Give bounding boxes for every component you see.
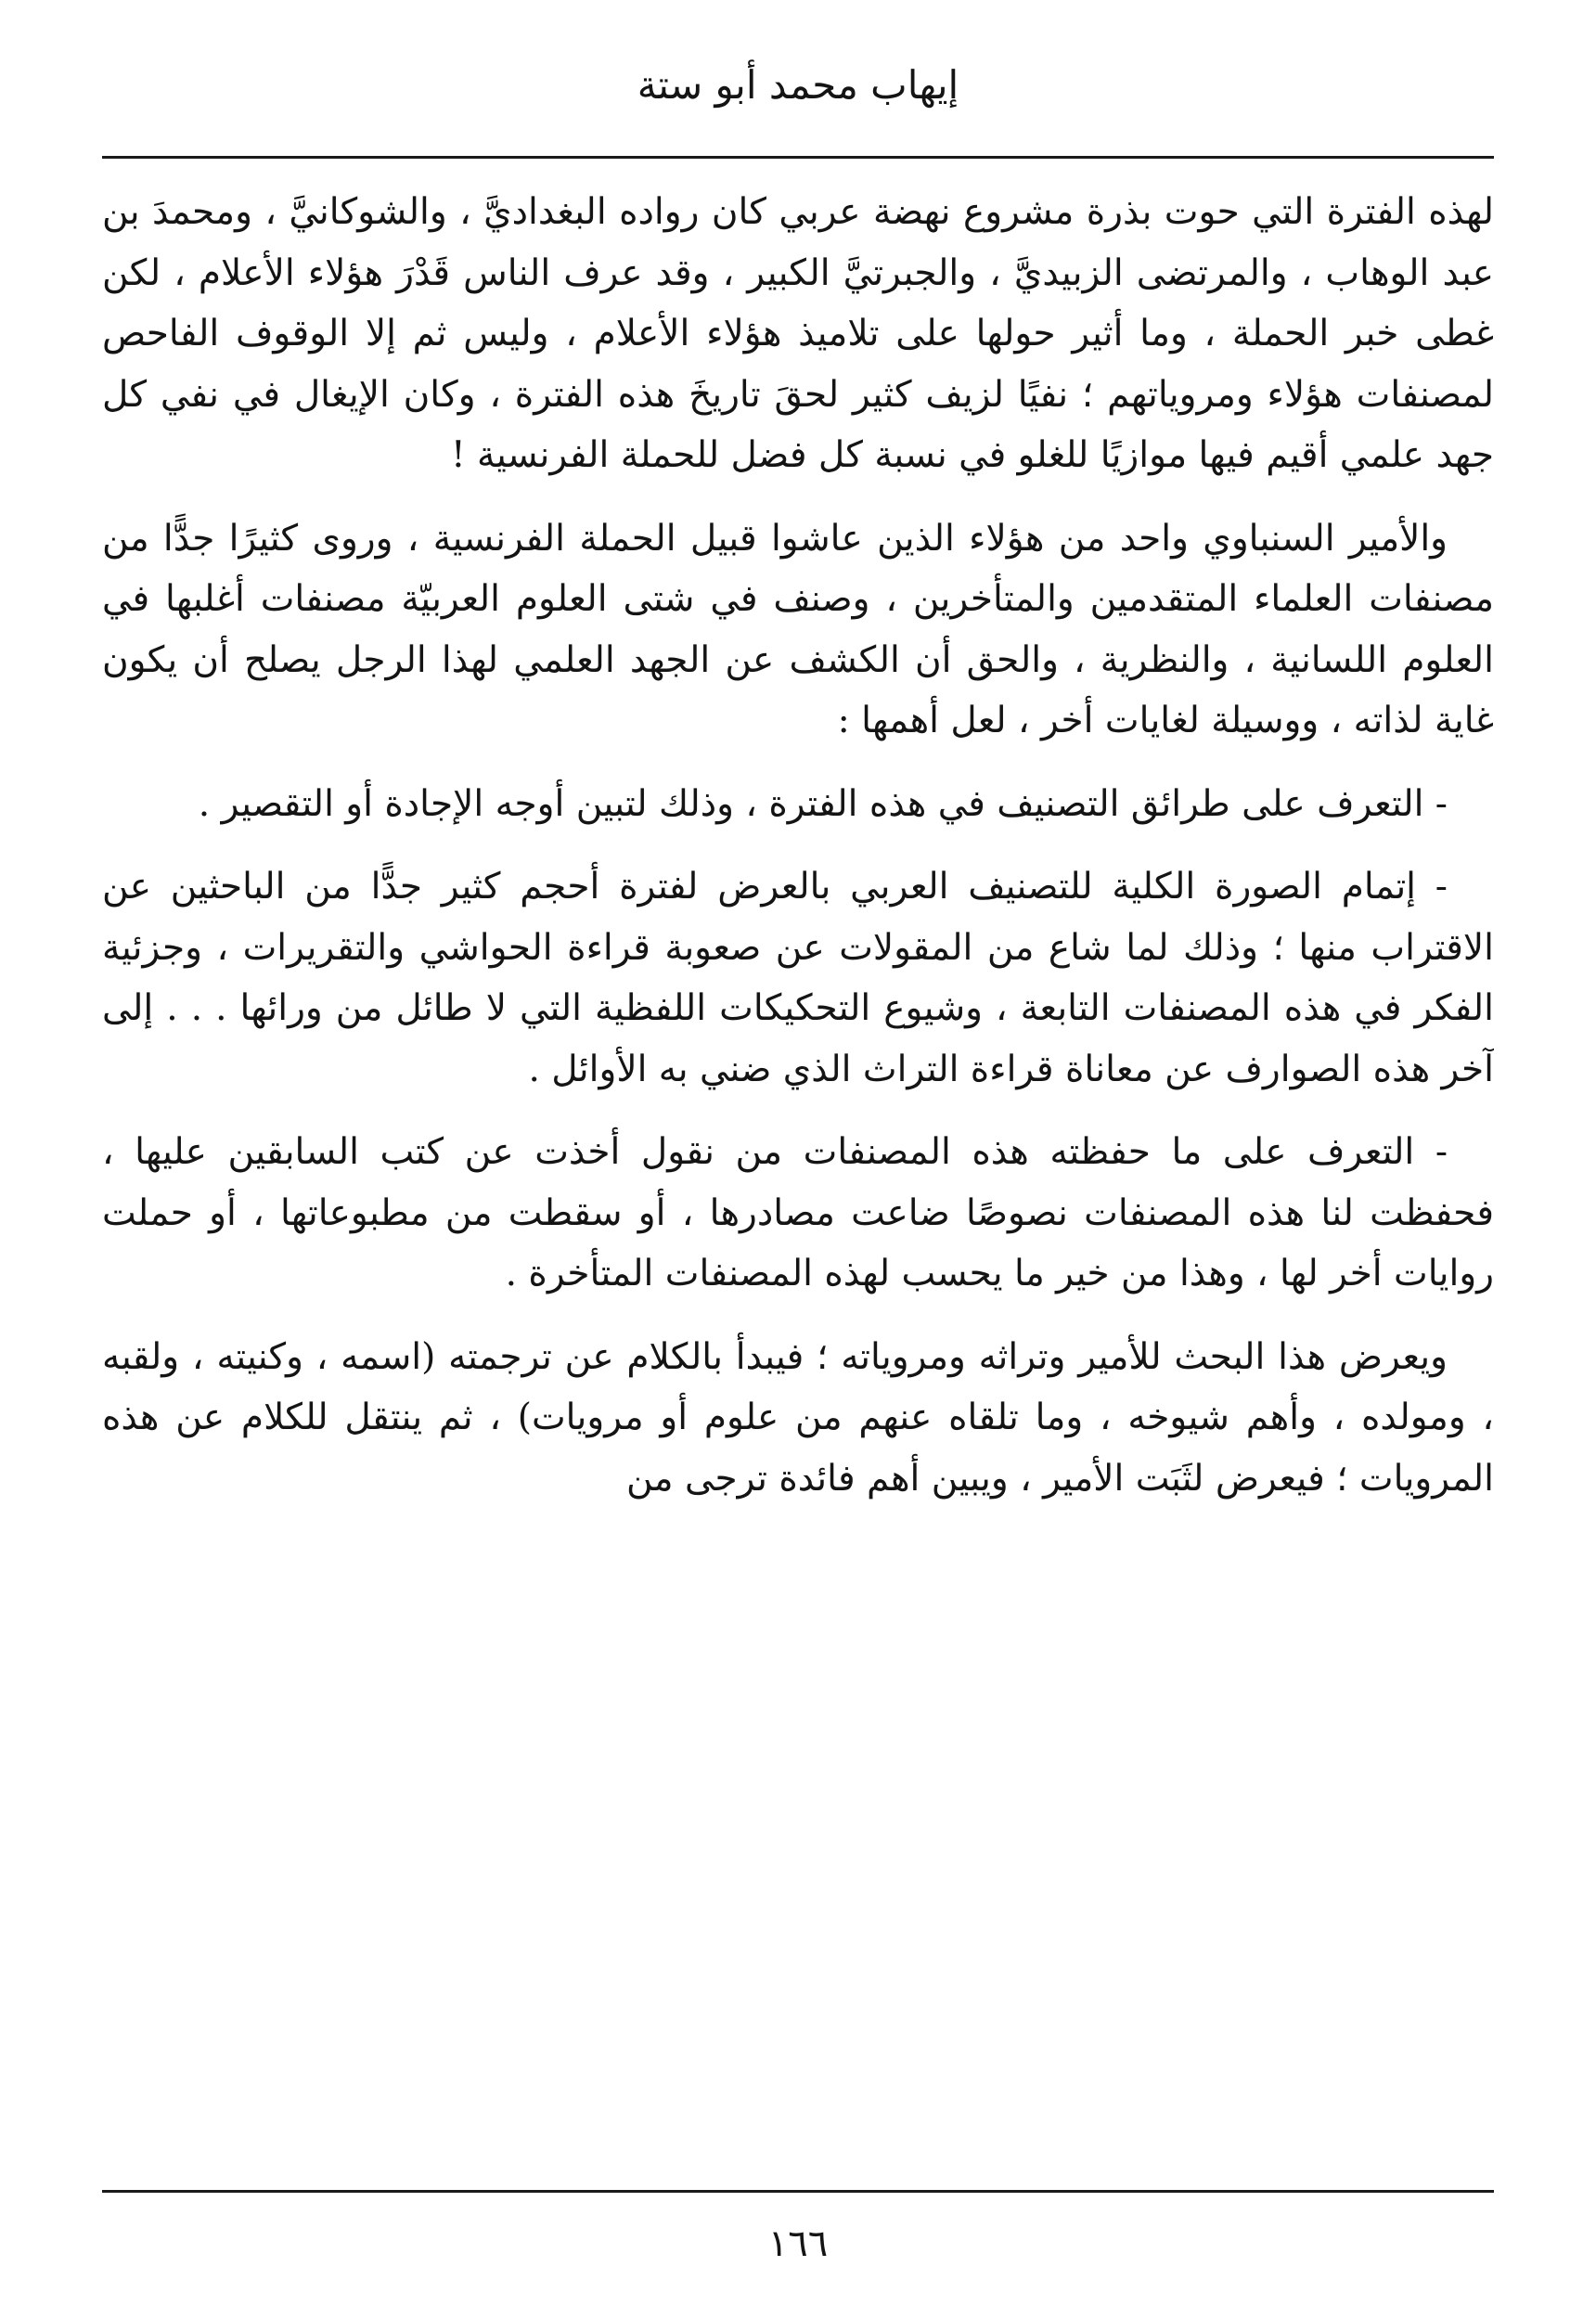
paragraph-4-list-item: - إتمام الصورة الكلية للتصنيف العربي بالعرض لفترة أحجم كثير جدًّا من الباحثين عن الاقتراب منها ؛ وذلك لما شاع من المقولات عن صعوبة قراءة الحواشي والتقريرات ، وجزئية الفكر في هذه المصنفات التابعة ، وشيوع التحكيكات اللفظية التي لا طائل من ورائها . . . إلى آخر هذه الصوارف عن معاناة قراءة التراث الذي ضني به الأوائل . (102, 866, 1494, 1090)
page-number: ١٦٦ (767, 2222, 829, 2265)
paragraph-5-list-item: - التعرف على ما حفظته هذه المصنفات من نقول أخذت عن كتب السابقين عليها ، فحفظت لنا هذه المصنفات نصوصًا ضاعت مصادرها ، أو سقطت من مطبوعاتها ، أو حملت روايات أخر لها ، وهذا من خير ما يحسب لهذه المصنفات المتأخرة . (102, 1131, 1494, 1294)
paragraph-3-list-item: - التعرف على طرائق التصنيف في هذه الفترة ، وذلك لتبين أوجه الإجادة أو التقصير . (198, 782, 1448, 825)
running-header-author: إيهاب محمد أبو ستة (637, 62, 959, 108)
paragraph-6: ويعرض هذا البحث للأمير وتراثه ومروياته ؛ فيبدأ بالكلام عن ترجمته (اسمه ، وكنيته ، ولقبه ، ومولده ، وأهم شيوخه ، وما تلقاه عنهم من علوم أو مرويات) ، ثم ينتقل للكلام عن هذه المرويات ؛ فيعرض لثَبَت الأمير ، ويبين أهم فائدة ترجى من (102, 1335, 1494, 1500)
body-text (102, 182, 1494, 2177)
footer-rule (102, 2190, 1494, 2193)
header-rule (102, 156, 1494, 159)
paragraph-1: لهذه الفترة التي حوت بذرة مشروع نهضة عربي كان رواده البغداديَّ ، والشوكانيَّ ، ومحمدَ بن عبد الوهاب ، والمرتضى الزبيديَّ ، والجبرتيَّ الكبير ، وقد عرف الناس قَدْرَ هؤلاء الأعلام ، لكن غطى خبر الحملة ، وما أثير حولها على تلاميذ هؤلاء الأعلام ، وليس ثم إلا الوقوف الفاحص لمصنفات هؤلاء ومروياتهم ؛ نفيًا لزيف كثير لحقَ تاريخَ هذه الفترة ، وكان الإيغال في نفي كل جهد علمي أقيم فيها موازيًا للغلو في نسبة كل فضل للحملة الفرنسية ! (102, 191, 1494, 476)
paragraph-2: والأمير السنباوي واحد من هؤلاء الذين عاشوا قبيل الحملة الفرنسية ، وروى كثيرًا جدًّا من مصنفات العلماء المتقدمين والمتأخرين ، وصنف في شتى العلوم العربيّة مصنفات أغلبها في العلوم اللسانية ، والنظرية ، والحق أن الكشف عن الجهد العلمي لهذا الرجل يصلح أن يكون غاية لذاته ، ووسيلة لغايات أخر ، لعل أهمها : (102, 517, 1494, 741)
